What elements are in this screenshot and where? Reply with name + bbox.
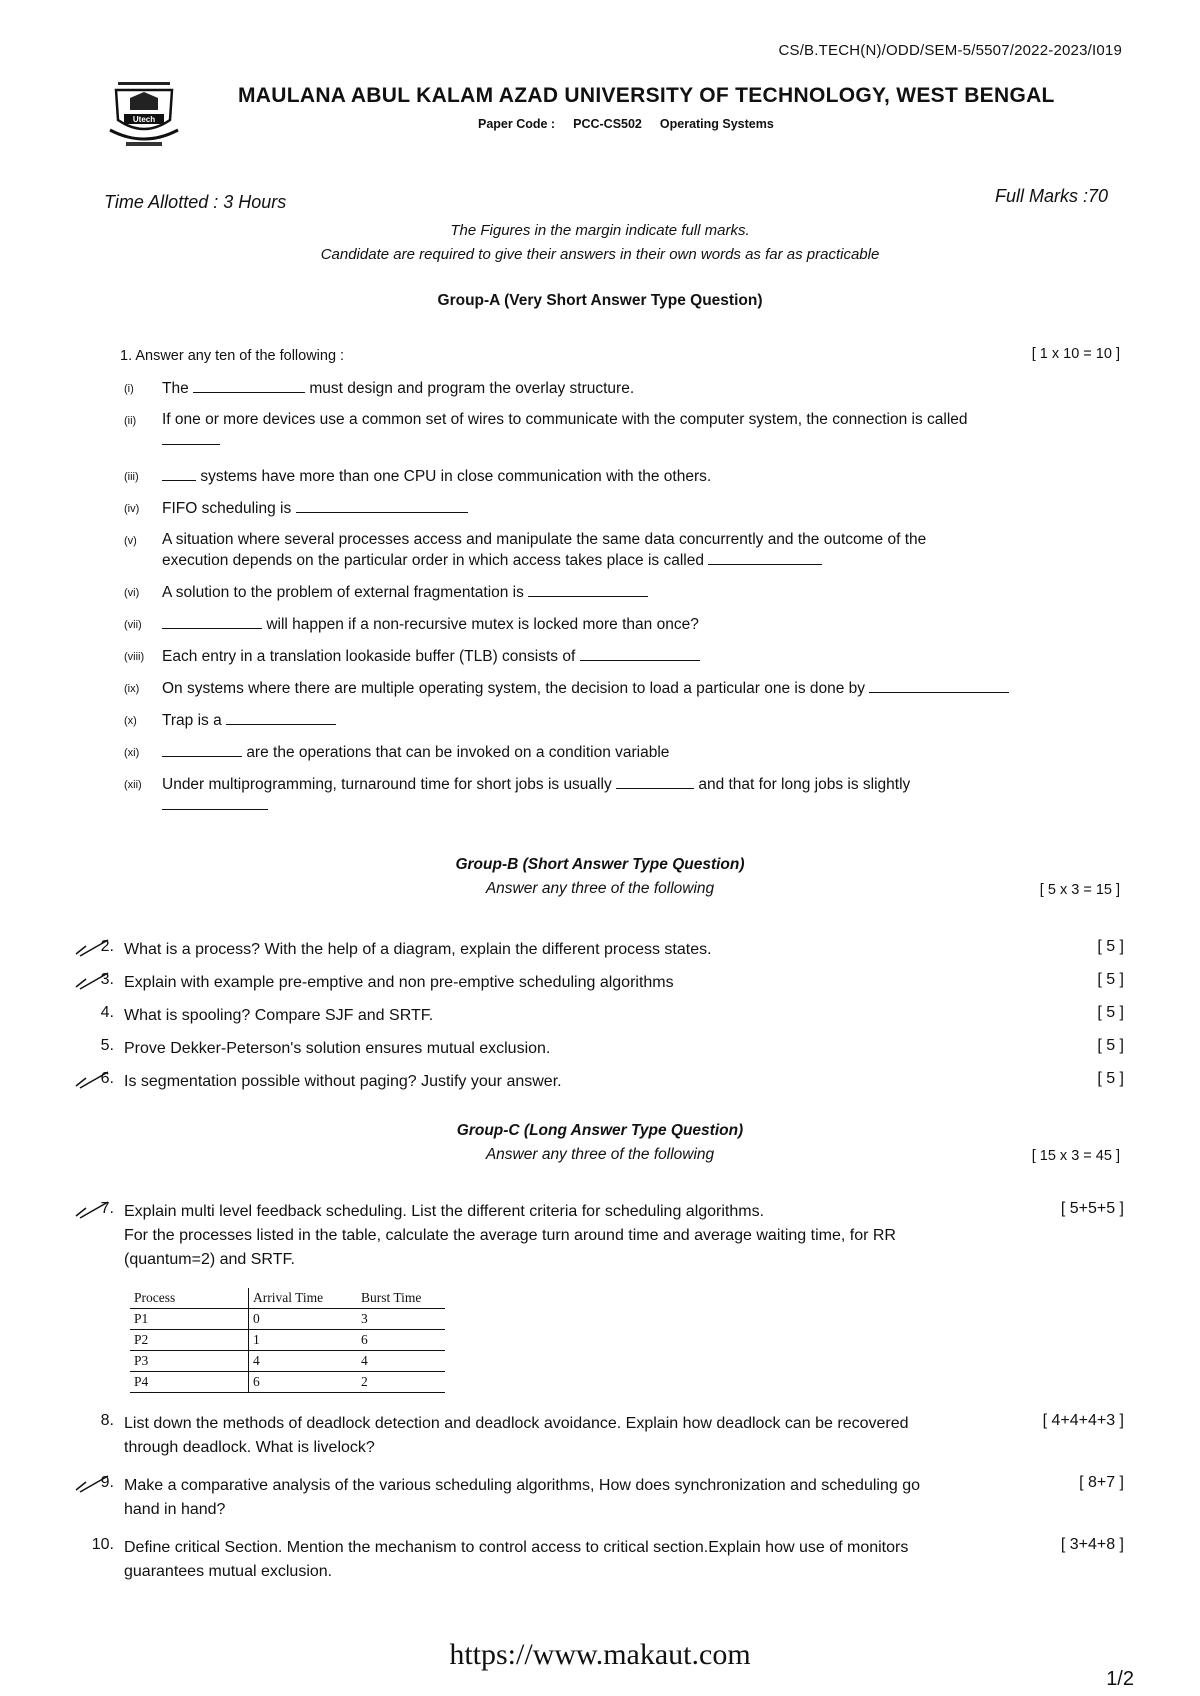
item-number: (v) (124, 535, 137, 547)
list-item: (ix) On systems where there are multiple operating system, the decision to load a particular one is done by (124, 678, 1114, 699)
table-header-row: Process Arrival Time Burst Time (130, 1288, 445, 1309)
blank-line (162, 430, 220, 445)
table-row: P2 1 6 (130, 1330, 445, 1351)
group-c-subtitle: Answer any three of the following (485, 1146, 715, 1163)
blank-line (162, 742, 242, 757)
question-1 (120, 348, 344, 364)
list-item: (xii) Under multiprogramming, turnaround time for short jobs is usually and that for long jobs is slightly (124, 774, 1114, 816)
list-item: (xi) are the operations that can be invoked on a condition variable (124, 744, 670, 761)
paper-code-label: Paper Code : (478, 117, 556, 131)
group-a-marks: [ 1 x 10 = 10 ] (1031, 346, 1120, 362)
group-a-items (124, 378, 1114, 827)
instruction-own-words: Candidate are required to give their answers in their own words as far as practicable (320, 246, 880, 263)
list-item: (vi) A solution to the problem of external fragmentation is (124, 582, 1114, 603)
footer-url-link[interactable]: https://www.makaut.com (449, 1638, 751, 1671)
full-marks: Full Marks :70 (994, 186, 1108, 206)
blank-line (193, 378, 305, 393)
process-table (130, 1288, 445, 1393)
group-b-subtitle: Answer any three of the following (485, 880, 715, 897)
blank-line (226, 710, 336, 725)
paper-code-line (478, 117, 792, 131)
list-item: (viii) Each entry in a translation lookaside buffer (TLB) consists of (124, 646, 1114, 667)
list-item: (iii) systems have more than one CPU in close communication with the others. (124, 468, 712, 485)
group-a-title: Group-A (Very Short Answer Type Question) (437, 292, 763, 309)
item-number: (xii) (124, 779, 142, 791)
item-number: (vi) (124, 587, 140, 599)
list-item: (v) A situation where several processes access and manipulate the same data concurrently and the outcome of the execution depends on the particular order in which access takes place is called (124, 531, 927, 569)
time-allotted: Time Allotted : 3 Hours (104, 192, 287, 212)
table-row: P4 6 2 (130, 1372, 445, 1393)
list-item: (i) The must design and program the overlay structure. (124, 380, 635, 397)
paper-code: PCC-CS502 (573, 117, 642, 131)
blank-line (528, 582, 648, 597)
blank-line (616, 774, 694, 789)
blank-line (580, 646, 700, 661)
item-number: (ii) (124, 415, 137, 427)
instruction-marks: The Figures in the margin indicate full marks. (450, 222, 750, 239)
item-number: (iv) (124, 503, 140, 515)
subject-name: Operating Systems (659, 117, 774, 131)
item-number: (ix) (124, 683, 140, 695)
blank-line (162, 614, 262, 629)
list-item: (iv) FIFO scheduling is (124, 498, 1114, 519)
list-item: (ii) If one or more devices use a common set of wires to communicate with the computer system, the connection is called (124, 410, 1114, 451)
list-item: (vii) will happen if a non-recursive mutex is locked more than once? (124, 616, 699, 633)
group-c-title: Group-C (Long Answer Type Question) (456, 1122, 744, 1139)
table-row: P1 0 3 (130, 1309, 445, 1330)
item-number: (vii) (124, 619, 142, 631)
group-b-title: Group-B (Short Answer Type Question) (455, 856, 745, 873)
paper-reference-code: CS/B.TECH(N)/ODD/SEM-5/5507/2022-2023/I019 (778, 42, 1122, 59)
question-number: 1. (120, 348, 133, 364)
blank-line (296, 498, 468, 513)
group-c-marks: [ 15 x 3 = 45 ] (1031, 1148, 1120, 1164)
table-row: P3 4 4 (130, 1351, 445, 1372)
item-number: (iii) (124, 471, 139, 483)
page-number: 1/2 (1106, 1668, 1134, 1690)
university-logo (106, 80, 182, 152)
item-number: (x) (124, 715, 137, 727)
blank-line (162, 795, 268, 810)
blank-line (869, 678, 1009, 693)
item-number: (xi) (124, 747, 140, 759)
list-item: (x) Trap is a (124, 710, 1114, 731)
university-name: MAULANA ABUL KALAM AZAD UNIVERSITY OF TECHNOLOGY, WEST BENGAL (238, 84, 1055, 107)
item-number: (viii) (124, 651, 145, 663)
svg-text:Utech: Utech (132, 115, 156, 124)
group-b-marks: [ 5 x 3 = 15 ] (1039, 882, 1120, 898)
blank-line (708, 550, 822, 565)
blank-line (162, 466, 196, 481)
question-text: Answer any ten of the following : (135, 348, 345, 364)
item-number: (i) (124, 383, 134, 395)
